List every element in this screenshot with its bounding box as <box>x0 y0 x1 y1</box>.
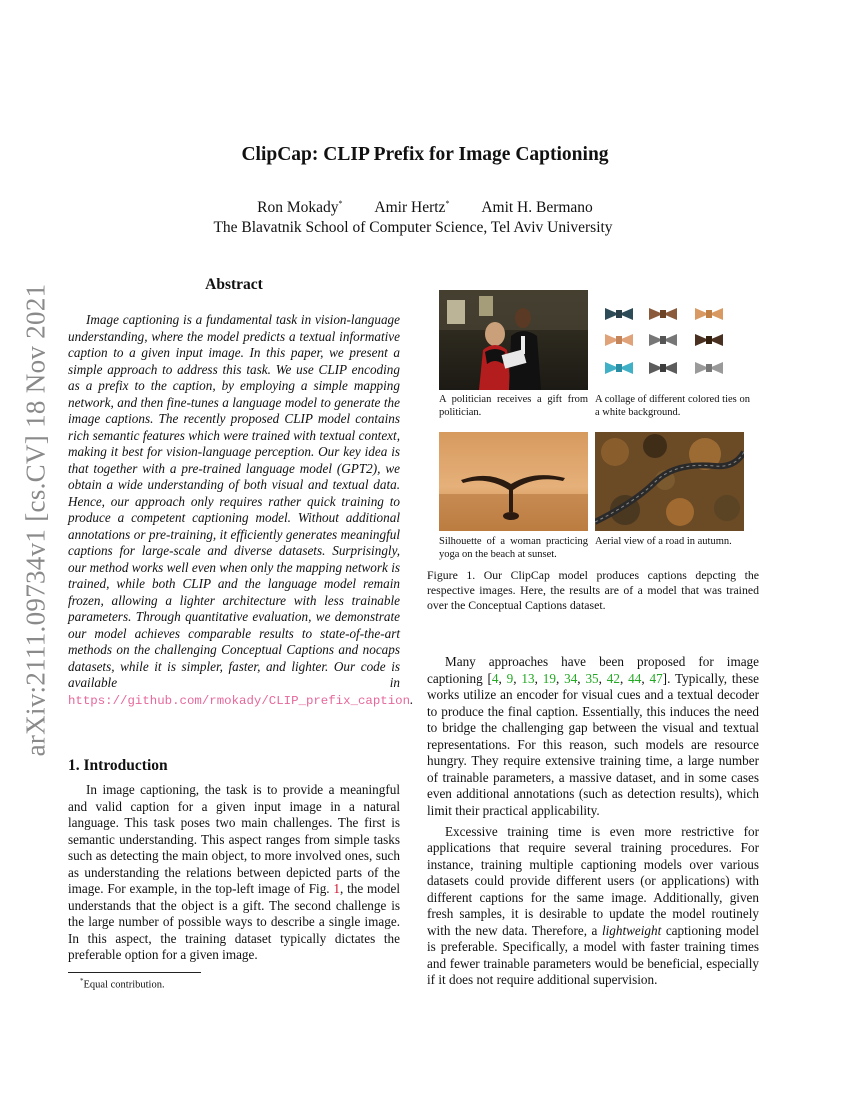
arxiv-sidebar <box>6 270 66 770</box>
section-heading-introduction: 1. Introduction <box>68 757 168 774</box>
author-list <box>0 199 850 217</box>
figure-image-politician-gift <box>439 290 588 390</box>
figure-image-yoga-sunset <box>439 432 588 531</box>
figure-image-aerial-road <box>595 432 744 531</box>
intro-paragraph: In image captioning, the task is to provide a meaningful and valid caption for a given input image in a natural language. This task poses two main challenges. The first is semantic understanding. This aspect ranges from simple tasks such as detecting the main object, to more involved ones, such as understanding the relations between depicted parts of the image. For example, in the top-left image of Fig. 1, the model understands that the object is a gift. The second challenge is the large number of possible ways to describe a single image. In this aspect, the training dataset typically dictates the preferable option for a given image. <box>68 782 400 962</box>
paragraph: Many approaches have been proposed for image captioning [4, 9, 13, 19, 34, 35, 42, 44, 47]. Typically, these works utilize an encoder for visual cues and a textual decoder to produce the final caption. Essentially, this induces the need to bridge the challenging gap between the visual and textual representations. For this reason, such models are resource hungry. They require extensive training time, a large number of trainable parameters, a massive dataset, and in some cases even additional annotations (such as detection results), which limit their practical applicability. <box>427 654 759 818</box>
citation-link[interactable]: 4 <box>491 670 499 686</box>
arxiv-id: arXiv:2111.09734v1 [cs.CV] 18 Nov 2021 <box>20 283 51 757</box>
citation-link[interactable]: 19 <box>542 670 556 686</box>
affiliation: The Blavatnik School of Computer Science, Tel Aviv University <box>213 219 613 236</box>
figure-image-bow-ties <box>595 290 744 390</box>
citation-link[interactable]: 9 <box>506 670 514 686</box>
figure-caption: Figure 1. Our ClipCap model produces captions depcting the respective images. Here, the results are of a model that was trained over the Conceptual Captions dataset. <box>427 568 759 612</box>
footnote: *Equal contribution. <box>80 977 165 991</box>
code-link[interactable]: https://github.com/rmokady/CLIP_prefix_caption <box>68 693 411 708</box>
citation-link[interactable]: 34 <box>564 670 578 686</box>
image-caption: Silhouette of a woman practicing yoga on the beach at sunset. <box>439 536 588 560</box>
abstract-heading: Abstract <box>205 276 263 293</box>
citation-link[interactable]: 13 <box>521 670 535 686</box>
paragraph: Excessive training time is even more restrictive for applications that require several training procedures. For instance, training multiple captioning models over various datasets could provide different users (or applications) with different captions for the same image. Additionally, given fresh samples, it is desirable to update the model routinely with the new data. Therefore, a lightweight captioning model is preferable. Specifically, a model with faster training times and fewer trainable parameters would be beneficial, especially if it does not require additional supervision. <box>427 823 759 987</box>
right-column-text <box>427 654 759 993</box>
citation-link[interactable]: 42 <box>606 670 620 686</box>
figure-ref-link[interactable]: 1 <box>333 881 340 896</box>
author: Amir Hertz* <box>374 199 450 217</box>
citation-link[interactable]: 35 <box>585 670 599 686</box>
image-caption: A collage of different colored ties on a white background. <box>595 394 750 418</box>
image-caption: Aerial view of a road in autumn. <box>595 536 732 547</box>
author: Ron Mokady* <box>257 199 343 217</box>
abstract-body: Image captioning is a fundamental task in vision-language understanding, where the model predicts a textual informative caption to a given input image. In this paper, we present a simple approach to address this task. We use CLIP encoding as a prefix to the caption, by employing a simple mapping network, and then fine-tunes a language model to generate the image captions. The recently proposed CLIP model contains rich semantic features which were trained with textual context, making it best for vision-language perception. Our key idea is that together with a pre-trained language model (GPT2), we obtain a wide understanding of both visual and textual data. Hence, our approach only requires rather quick training to produce a competent captioning model. Without additional annotations or pre-training, it efficiently generates meaningful captions for large-scale and diverse datasets. Surprisingly, our method works well even when only the mapping network is trained, while both CLIP and the language model remain frozen, allowing a lighter architecture with less trainable parameters. Through quantitative evaluation, we demonstrate our model achieves comparable results to state-of-the-art methods on the challenging Conceptual Captions and nocaps datasets, while it is simpler, faster, and lighter. Our code is available in https://github.com/rmokady/CLIP_prefix_caption. <box>68 312 414 708</box>
footnote-rule <box>68 972 201 973</box>
author: Amit H. Bermano <box>481 199 593 217</box>
citation-link[interactable]: 44 <box>628 670 642 686</box>
citation-link[interactable]: 47 <box>649 670 663 686</box>
paper-title: ClipCap: CLIP Prefix for Image Captioning <box>241 144 609 165</box>
image-caption: A politician receives a gift from politician. <box>439 394 588 418</box>
